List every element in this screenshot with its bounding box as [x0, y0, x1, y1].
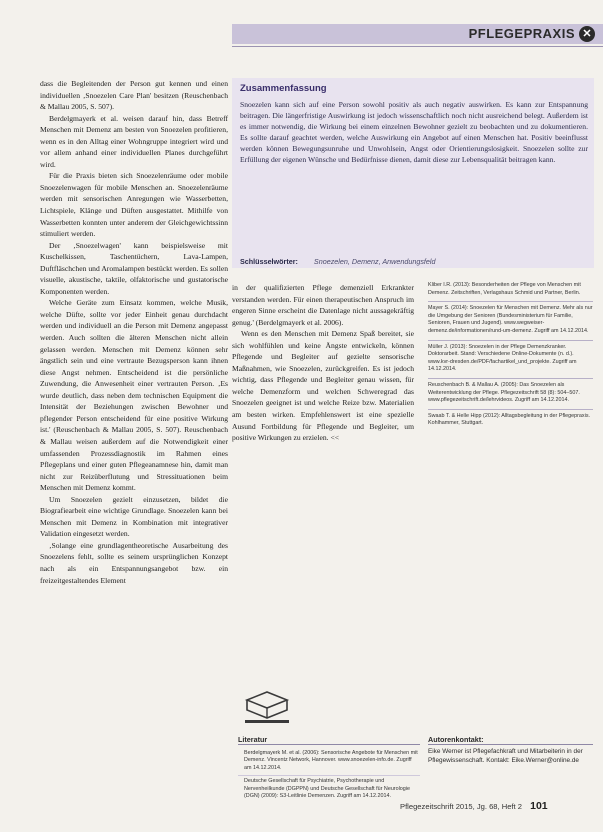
journal-name: Pflegezeitschrift 2015, Jg. 68, Heft 2 — [400, 802, 522, 811]
summary-text: Snoezelen kann sich auf eine Person sowohl positiv als auch negativ auswirken. Es kann zur Entspannung beitragen. Die längerfristige Auswirkung ist jedoch wissenschaftlich noch nicht ausreichend belegt. Außerdem ist es immer notwendig, die Wirkung bei einem einzelnen Bewohner gezielt zu beobachten und zu dokumentieren. Es sollte darauf geachtet werden, welche Auswirkung ein Angebot auf einen Menschen hat. Positiv beeinflusst werden können Bewegungsunruhe und Unwohlsein, Angst oder Orientierungslosigkeit. Snoezelen sollte zur Erfüllung der eigenen Wünsche und Bedürfnisse dienen, damit diese zur Lebensqualität beitragen kann. — [240, 100, 588, 164]
reference-list — [428, 282, 593, 432]
paragraph: Um Snoezelen gezielt einzusetzen, bildet die Biografiearbeit eine wichtige Grundlage. Snoezelen kann bei Menschen mit Demenz in Kombination mit integrativer Validation eingesetzt werden. — [40, 494, 228, 539]
section-title: PFLEGEPRAXIS — [468, 26, 575, 41]
keywords-line — [240, 257, 590, 266]
reference-item: Kliber I.R. (2013): Besonderheiten der Pflege von Menschen mit Demenz. Zeitschriften, Verlagshaus Schmid und Partner, Berlin. — [428, 282, 581, 296]
reference-item: Swaab T. & Helle Hipp (2012): Alltagsbegleitung in der Pflegepraxis. Kohlhammer, Stuttgart. — [428, 409, 593, 432]
paragraph: Für die Praxis bieten sich Snoezelenräume oder mobile Snoezelenwagen für mobile Menschen an. Snoezelenräume werden mit sensorischen Anregungen wie Wasserbetten, Lichtspiele, Klänge und Düften ausgestattet. Mithilfe von Wasserbetten konnten unter anderem der Gleichgewichtssinn stimuliert werden. — [40, 171, 228, 239]
page-number: 101 — [530, 800, 548, 812]
author-contact-divider — [428, 744, 593, 745]
keywords-label: Schlüsselwörter: — [240, 257, 298, 266]
literature-title: Literatur — [238, 735, 268, 744]
page-footer — [400, 800, 548, 812]
paragraph: ‚Solange eine grundlagentheoretische Ausarbeitung des Snoezelens fehlt, sollte es seinem ursprünglichen Konzept nach als ein Entspannungsangebot bzw. ein freizeitgestaltendes Element — [40, 540, 228, 585]
reference-item: Mayer S. (2014): Snoezelen für Menschen mit Demenz. Mehr als nur die Umgebung der Senioren (Bundesministerium für Familie, Senioren, Frauen und Jugend). www.wegweiser-demenz.de/informationen/rund-um-demenz. Zugriff am 14.12.2014. — [428, 301, 593, 339]
reference-item: Müller J. (2013): Snoezelen in der Pflege Demenzkranker. Doktorarbeit. Stand: Verschiedene Online-Dokumente (n. d.). www.kvr-dresden.de/PDF/fachartikel_und_projekte. Zugriff am 14.12.2014. — [428, 340, 593, 378]
reference-item: Reuschenbach B. & Mallau A. (2005): Das Snoezelen als Weiterentwicklung der Pflege. Pflegezeitschrift 58 (8): 504–507. www.pflegezeitschrift.de/lehrvideos. Zugriff am 14.12.2014. — [428, 378, 593, 409]
paragraph: dass die Begleitenden der Person gut kennen und einen individuellen ‚Snoezelen Care Plan' besitzen (Reuschenbach & Mallau 2005, S. 507). — [40, 79, 228, 112]
paragraph: Der ‚Snoezelwagen' kann beispielsweise mit Kuschelkissen, Taschentüchern, Lava-Lampen, Duftfläschchen und Aromalampen bestückt werden. Es sollen visuelle, akustische, taktile, olfaktorische und gustatorische Komponenten werden. — [40, 240, 228, 296]
left-text-column — [40, 78, 228, 586]
paragraph: Wenn es den Menschen mit Demenz Spaß bereitet, sie sich wohlfühlen und keine Ängste entwickeln, können Pflegende und Begleiter auf gezielte sensorische Maßnahmen, wie Snoezelen, zurückgreifen. Es ist jedoch wichtig, dass Pflegende und Begleiter genau wissen, für welche Demenzform und welchen Schweregrad das Snoezelen geeignet ist und welche Reize bzw. Materialien am besten wirken. Empfehlenswert ist eine spezielle Ausund Fortbildung für Pflegende und Begleiter, um positive Wirkungen zu erzielen. << — [232, 329, 414, 443]
literature-list — [238, 748, 420, 803]
summary-title: Zusammenfassung — [240, 83, 327, 94]
literature-item: Berdelgmayerk M. et al. (2006): Sensorische Angebote für Menschen mit Demenz. Vincentz Network, Hannover. www.snoezelen-info.de. Zugriff am 14.12.2014. — [244, 750, 418, 771]
keywords-value: Snoezelen, Demenz, Anwendungsfeld — [313, 257, 436, 266]
author-contact-title: Autorenkontakt: — [428, 735, 484, 744]
middle-text-column — [232, 282, 414, 444]
literature-divider — [238, 744, 420, 745]
literature-item: Deutsche Gesellschaft für Psychiatrie, Psychotherapie und Nervenheilkunde (DGPPN) und Deutsche Gesellschaft für Neurologie (DGN) (2009): S3-Leitlinie Demenzen. Zugriff am 14.12.2014. — [238, 775, 420, 803]
header-divider — [232, 46, 603, 47]
open-book-icon — [243, 686, 291, 731]
paragraph: Welche Geräte zum Einsatz kommen, welche Musik, welche Düfte, sollte vor jeder Einheit genau durchdacht werden und individuell an die Person mit Demenz angepasst werden. Auch sollten die älteren Menschen nicht allein gelassen werden. Menschen mit Demenz können sehr ängstlich sein und eine vertraute Bezugsperson kann ihnen diese Angst nehmen. Entscheidend ist die persönliche Zuwendung, die Anwesenheit einer vertrauten Person. ‚Es wurde deutlich, dass neben dem technischen Equipment die Intensität der Beziehungen zwischen Bewohner und pflegender Person entscheidend für eine positive Wirkung ist.' (Reuschenbach & Mallau 2005, S. 507). Reuschenbach & Mallau weisen außerdem auf die Notwendigkeit einer umfassenden Prozessdiagnostik im Rahmen eines Pflegeplans und einer guten Pflegeanamnese hin, damit man nicht zur Reizüberflutung und Stressituationen beim Menschen mit Demenz kommt. — [40, 298, 228, 493]
paragraph: Berdelgmayerk et al. weisen darauf hin, dass Betreff Menschen mit Demenz am besten von Snoezelen profitieren, wenn es in den Alltag einer Wohngruppe integriert wird und vor allem anhand einer individuellen Planes durchgeführt wird. — [40, 113, 228, 169]
author-contact-text: Eike Werner ist Pflegefachkraft und Mitarbeiterin in der Pflegewissenschaft. Kontakt: Eike.Werner@online.de — [428, 748, 583, 764]
paragraph: in der qualifizierten Pflege demenziell Erkrankter verstanden werden. Für einen therapeutischen Anspruch im engeren Sinne erscheint die Datenlage nicht aussagekräftig genug.' (Berdelgmayerk et al. 2006). — [232, 283, 414, 327]
close-x-icon: ✕ — [579, 26, 595, 42]
